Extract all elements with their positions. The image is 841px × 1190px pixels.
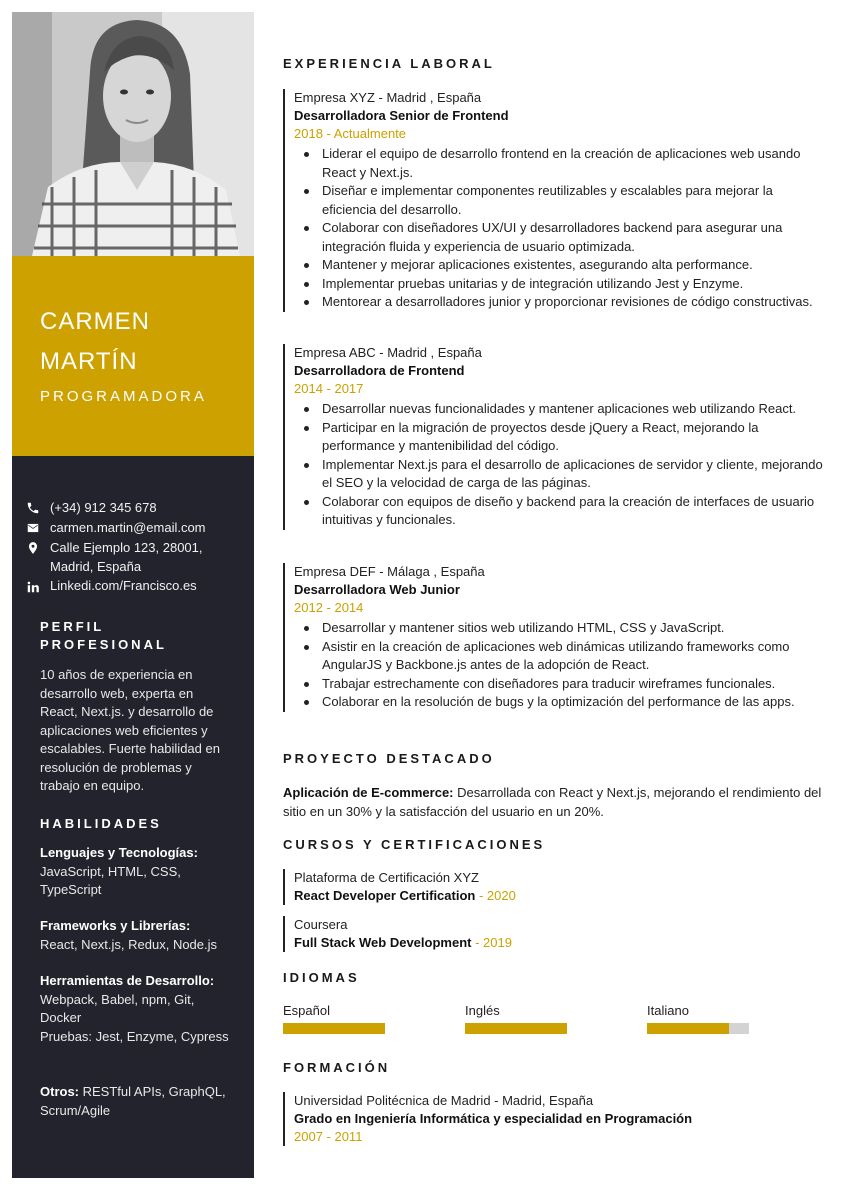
list-item: Implementar pruebas unitarias y de integración utilizando Jest y Enzyme. <box>294 275 823 294</box>
contact-list <box>26 498 246 595</box>
course-year: - 2019 <box>471 935 512 950</box>
job-dates: 2018 - Actualmente <box>294 126 407 141</box>
job-entry <box>283 344 823 530</box>
skill-tools <box>40 972 230 1046</box>
skill-value: React, Next.js, Redux, Node.js <box>40 936 218 952</box>
skill-label: Frameworks y Librerías: <box>40 918 191 933</box>
skill-extra: Pruebas: Jest, Enzyme, Cypress <box>40 1028 229 1044</box>
course-entry <box>283 869 823 905</box>
email-icon <box>26 521 40 535</box>
cursos-heading: CURSOS Y CERTIFICACIONES <box>283 837 546 852</box>
first-name: CARMEN <box>40 308 151 335</box>
course-org: Plataforma de Certificación XYZ <box>294 870 479 885</box>
skill-value: JavaScript, HTML, CSS, TypeScript <box>40 863 181 897</box>
skill-label: Otros: <box>40 1084 79 1099</box>
email-text: carmen.martin@email.com <box>50 520 206 535</box>
proyecto-heading: PROYECTO DESTACADO <box>283 751 495 766</box>
last-name: MARTÍN <box>40 348 138 375</box>
education-dates: 2007 - 2011 <box>294 1129 363 1144</box>
job-title: Desarrolladora de Frontend <box>294 363 465 378</box>
course-name: Full Stack Web Development <box>294 935 472 950</box>
skill-languages <box>40 844 230 900</box>
job-company: Empresa DEF - Málaga , España <box>294 564 485 579</box>
job-company: Empresa ABC - Madrid , España <box>294 345 482 360</box>
language-level-fill <box>465 1023 567 1034</box>
job-bullets <box>294 400 823 530</box>
phone-icon <box>26 501 40 515</box>
language-name: Inglés <box>465 1003 500 1018</box>
habilidades-heading: HABILIDADES <box>40 816 162 831</box>
linkedin-text: Linkedi.com/Francisco.es <box>50 578 197 593</box>
linkedin-icon <box>26 580 40 594</box>
list-item: Desarrollar nuevas funcionalidades y mantener aplicaciones web utilizando React. <box>294 400 823 419</box>
address-text: Calle Ejemplo 123, 28001, Madrid, España <box>50 540 203 574</box>
course-entry <box>283 916 823 952</box>
contact-linkedin <box>26 576 246 595</box>
skill-label: Lenguajes y Tecnologías: <box>40 845 198 860</box>
idiomas-heading: IDIOMAS <box>283 970 360 985</box>
job-company: Empresa XYZ - Madrid , España <box>294 90 482 105</box>
language-level-bar <box>283 1023 385 1034</box>
job-entry <box>283 89 823 312</box>
course-title <box>294 934 823 952</box>
education-entry <box>283 1092 823 1146</box>
list-item: Mentorear a desarrolladores junior y proporcionar revisiones de código constructivas. <box>294 293 823 312</box>
portrait-illustration <box>12 12 254 256</box>
location-icon <box>26 541 40 555</box>
skill-value: RESTful APIs, GraphQL, Scrum/Agile <box>40 1084 226 1118</box>
proyecto-text <box>283 783 823 821</box>
job-entry <box>283 563 823 712</box>
proyecto-description: Desarrollada con React y Next.js, mejorando el rendimiento del sitio en un 30% y la satisfacción del usuario en un 20%. <box>283 785 822 819</box>
experiencia-heading: EXPERIENCIA LABORAL <box>283 56 495 71</box>
name-banner <box>12 256 254 456</box>
job-dates: 2014 - 2017 <box>294 381 364 396</box>
course-year: - 2020 <box>475 888 516 903</box>
skill-frameworks <box>40 917 230 954</box>
skill-others <box>40 1083 230 1120</box>
education-institution: Universidad Politécnica de Madrid - Madrid, España <box>294 1093 594 1108</box>
course-org: Coursera <box>294 917 348 932</box>
list-item: Trabajar estrechamente con diseñadores para traducir wireframes funcionales. <box>294 675 823 694</box>
list-item: Colaborar con equipos de diseño y backend para la creación de interfaces de usuario intuitivas y funcionales. <box>294 493 823 530</box>
proyecto-label: Aplicación de E-commerce: <box>283 785 454 800</box>
job-bullets <box>294 619 823 712</box>
language-level-fill <box>647 1023 729 1034</box>
language-item <box>283 1002 385 1034</box>
list-item: Colaborar con diseñadores UX/UI y desarrolladores backend para asegurar una integración fluida y experiencia de usuario optimizada. <box>294 219 823 256</box>
list-item: Asistir en la creación de aplicaciones web dinámicas utilizando frameworks como AngularJS y Backbone.js antes de la adopción de React. <box>294 638 823 675</box>
job-title: Desarrolladora Web Junior <box>294 582 460 597</box>
list-item: Implementar Next.js para el desarrollo de aplicaciones de servidor y cliente, mejorando el SEO y la velocidad de carga de las páginas. <box>294 456 823 493</box>
language-level-bar <box>647 1023 749 1034</box>
contact-email <box>26 518 246 537</box>
job-bullets <box>294 145 823 312</box>
contact-address <box>26 538 246 576</box>
list-item: Mantener y mejorar aplicaciones existentes, asegurando alta performance. <box>294 256 823 275</box>
language-name: Español <box>283 1003 330 1018</box>
full-name <box>40 302 150 382</box>
phone-text: (+34) 912 345 678 <box>50 500 157 515</box>
education-degree: Grado en Ingeniería Informática y especialidad en Programación <box>294 1111 693 1126</box>
list-item: Liderar el equipo de desarrollo frontend en la creación de aplicaciones web usando React y Next.js. <box>294 145 823 182</box>
list-item: Desarrollar y mantener sitios web utilizando HTML, CSS y JavaScript. <box>294 619 823 638</box>
perfil-text: 10 años de experiencia en desarrollo web, experta en React, Next.js. y desarrollo de aplicaciones web eficientes y escalables. Fuerte habilidad en resolución de problemas y trabajo en equipo. <box>40 667 220 793</box>
skill-value: Webpack, Babel, npm, Git, Docker <box>40 991 195 1025</box>
formacion-heading: FORMACIÓN <box>283 1060 391 1075</box>
profile-photo <box>12 12 254 256</box>
language-level-fill <box>283 1023 385 1034</box>
contact-phone <box>26 498 246 517</box>
language-name: Italiano <box>647 1003 689 1018</box>
language-item <box>647 1002 749 1034</box>
list-item: Participar en la migración de proyectos desde jQuery a React, mejorando la performance y mantenibilidad del código. <box>294 419 823 456</box>
course-title <box>294 887 823 905</box>
perfil-heading: PERFIL PROFESIONAL <box>40 619 167 652</box>
job-dates: 2012 - 2014 <box>294 600 364 615</box>
sidebar <box>12 12 254 1178</box>
skill-label: Herramientas de Desarrollo: <box>40 973 215 988</box>
list-item: Colaborar en la resolución de bugs y la optimización del performance de las apps. <box>294 693 823 712</box>
job-role: PROGRAMADORA <box>40 388 207 405</box>
job-title: Desarrolladora Senior de Frontend <box>294 108 509 123</box>
language-item <box>465 1002 567 1034</box>
list-item: Diseñar e implementar componentes reutilizables y escalables para mejorar la eficiencia del desarrollo. <box>294 182 823 219</box>
language-level-bar <box>465 1023 567 1034</box>
course-name: React Developer Certification <box>294 888 476 903</box>
